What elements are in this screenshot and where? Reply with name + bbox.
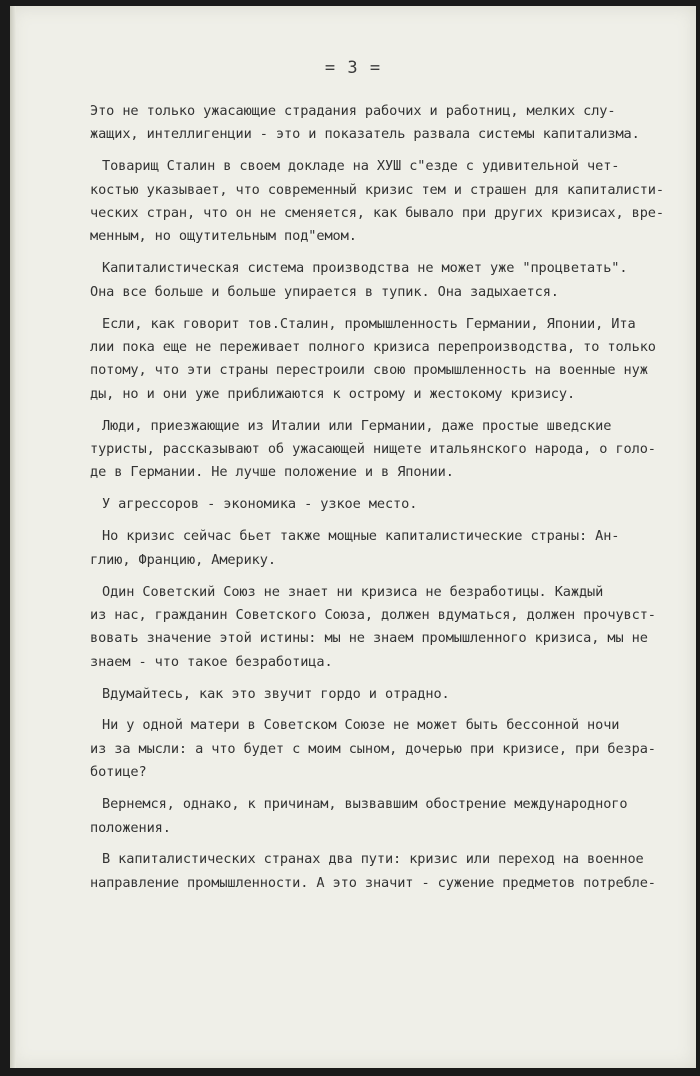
text-line: Капиталистическая система производства не может уже "процветать".: [102, 260, 628, 277]
text-line: В капиталистических странах два пути: кризис или переход на военное: [102, 851, 644, 868]
text-line: менным, но ощутительным под"емом.: [90, 228, 357, 245]
text-line: ческих стран, что он не сменяется, как бывало при других кризисах, вре-: [90, 205, 664, 222]
text-line: Товарищ Сталин в своем докладе на ХУШ с"езде с удивительной чет-: [102, 158, 620, 175]
text-line: Один Советский Союз не знает ни кризиса не безработицы. Каждый: [102, 583, 604, 600]
text-line: знаем - что такое безработица.: [90, 653, 333, 670]
text-line: направление промышленности. А это значит - сужение предметов потребле-: [90, 874, 656, 891]
page-number: = 3 =: [324, 58, 382, 78]
text-line: вовать значение этой истины: мы не знаем промышленного кризиса, мы не: [90, 630, 648, 647]
text-line: лии пока еще не переживает полного кризиса перепроизводства, то только: [90, 339, 656, 356]
text-line: глию, Францию, Америку.: [90, 551, 276, 568]
text-line: жащих, интеллигенции - это и показатель развала системы капитализма.: [90, 126, 640, 143]
text-line: У агрессоров - экономика - узкое место.: [102, 496, 418, 513]
page-edge: [10, 6, 16, 1068]
text-line: Люди, приезжающие из Италии или Германии, даже простые шведские: [102, 417, 612, 434]
text-line: Вернемся, однако, к причинам, вызвавшим обострение международного: [102, 796, 628, 813]
text-line: Если, как говорит тов.Сталин, промышленность Германии, Японии, Ита: [102, 315, 636, 332]
body-text: [90, 100, 690, 895]
text-line: туристы, рассказывают об ужасающей нищете итальянского народа, о голо-: [90, 441, 656, 458]
text-line: ботице?: [90, 764, 147, 781]
text-line: из нас, гражданин Советского Союза, должен вдуматься, должен прочувст-: [90, 606, 656, 623]
text-line: потому, что эти страны перестроили свою промышленность на военные нуж: [90, 362, 648, 379]
text-line: из за мысли: а что будет с моим сыном, дочерью при кризисе, при безра-: [90, 740, 656, 757]
text-line: положения.: [90, 819, 171, 836]
text-line: де в Германии. Не лучше положение и в Японии.: [90, 464, 454, 481]
text-line: ды, но и они уже приближаются к острому и жестокому кризису.: [90, 385, 576, 402]
text-line: Вдумайтесь, как это звучит гордо и отрадно.: [102, 685, 450, 702]
text-line: Но кризис сейчас бьет также мощные капиталистические страны: Ан-: [102, 528, 620, 545]
text-line: костью указывает, что современный кризис тем и страшен для капиталисти-: [90, 181, 664, 198]
text-line: Ни у одной матери в Советском Союзе не может быть бессонной ночи: [102, 717, 620, 734]
text-line: Она все больше и больше упирается в тупик. Она задыхается.: [90, 283, 559, 300]
text-line: Это не только ужасающие страдания рабочих и работниц, мелких слу-: [90, 103, 616, 119]
document-page: [10, 6, 696, 1068]
